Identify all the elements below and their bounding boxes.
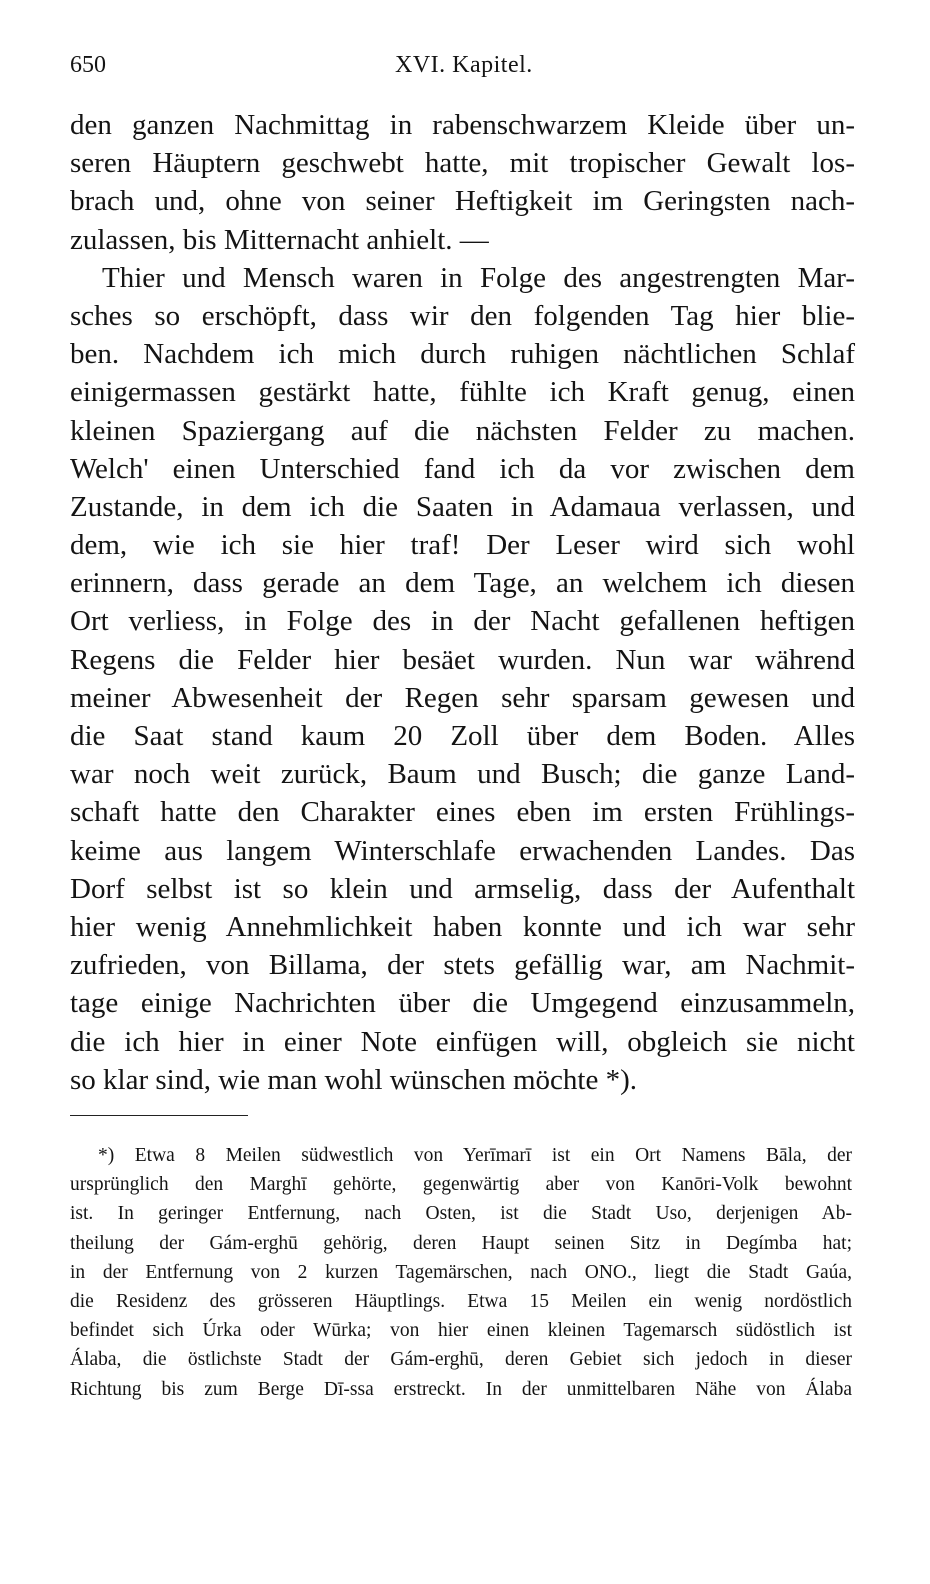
body-line: tage einige Nachrichten über die Umgegend einzusammeln, (70, 987, 855, 1020)
body-line: die Saat stand kaum 20 Zoll über dem Boden. Alles (70, 720, 855, 752)
body-line: die ich hier in einer Note einfügen will, obgleich sie nicht (70, 1025, 855, 1058)
body-line: ben. Nachdem ich mich durch ruhigen nächtlichen Schlaf (70, 338, 855, 371)
running-title: XVI. Kapitel. (395, 52, 533, 78)
body-line: den ganzen Nachmittag in rabenschwarzem Kleide über un- (70, 109, 855, 141)
body-line: sches so erschöpft, dass wir den folgenden Tag hier blie- (70, 299, 855, 332)
body-line: Zustande, in dem ich die Saaten in Adamaua verlassen, und (70, 490, 855, 523)
body-line: zulassen, bis Mitternacht anhielt. — (70, 223, 489, 256)
body-line: kleinen Spaziergang auf die nächsten Felder zu machen. (70, 414, 855, 447)
footnote-line: die Residenz des grösseren Häuptlings. Etwa 15 Meilen ein wenig nordöstlich (70, 1290, 852, 1312)
body-line: keime aus langem Winterschlafe erwachenden Landes. Das (70, 834, 855, 867)
page-number: 650 (70, 52, 106, 78)
body-line: einigermassen gestärkt hatte, fühlte ich Kraft genug, einen (70, 376, 855, 409)
body-line: erinnern, dass gerade an dem Tage, an welchem ich diesen (70, 567, 855, 600)
body-line: dem, wie ich sie hier traf! Der Leser wird sich wohl (70, 529, 855, 562)
body-line: Welch' einen Unterschied fand ich da vor zwischen dem (70, 452, 855, 485)
body-text (70, 106, 855, 1099)
footnote-line: *) Etwa 8 Meilen südwestlich von Yerīmarī ist ein Ort Namens Bāla, der (98, 1145, 852, 1166)
body-line: hier wenig Annehmlichkeit haben konnte und ich war sehr (70, 910, 855, 943)
footnote-line: in der Entfernung von 2 kurzen Tagemärschen, nach ONO., liegt die Stadt Gaúa, (70, 1261, 852, 1283)
page-header (70, 52, 850, 92)
body-line: Regens die Felder hier besäet wurden. Nun war während (70, 643, 855, 676)
body-line: war noch weit zurück, Baum und Busch; die ganze Land- (70, 758, 855, 791)
footnote-line: ursprünglich den Marghī gehörte, gegenwärtig aber von Kanōri-Volk bewohnt (70, 1174, 852, 1196)
footnote-line: Álaba, die östlichste Stadt der Gám-erghū, deren Gebiet sich jedoch in dieser (70, 1349, 852, 1371)
body-line: Thier und Mensch waren in Folge des angestrengten Mar- (102, 261, 855, 294)
body-line: Ort verliess, in Folge des in der Nacht gefallenen heftigen (70, 605, 855, 638)
body-line: brach und, ohne von seiner Heftigkeit im Geringsten nach- (70, 185, 855, 218)
footnote (70, 1141, 852, 1404)
footnote-line: Richtung bis zum Berge Dī-ssa erstreckt. In der unmittelbaren Nähe von Álaba (70, 1378, 852, 1400)
footnote-line: theilung der Gám-erghū gehörig, deren Haupt seinen Sitz in Degímba hat; (70, 1232, 852, 1254)
footnote-line: ist. In geringer Entfernung, nach Osten, ist die Stadt Uso, derjenigen Ab- (70, 1203, 852, 1225)
body-line: meiner Abwesenheit der Regen sehr sparsam gewesen und (70, 681, 855, 714)
body-line: so klar sind, wie man wohl wünschen möchte *). (70, 1063, 638, 1096)
body-line: Dorf selbst ist so klein und armselig, dass der Aufenthalt (70, 872, 855, 905)
footnote-line: befindet sich Úrka oder Wūrka; von hier einen kleinen Tagemarsch südöstlich ist (70, 1320, 852, 1342)
body-line: seren Häuptern geschwebt hatte, mit tropischer Gewalt los- (70, 147, 855, 180)
body-line: schaft hatte den Charakter eines eben im ersten Frühlings- (70, 796, 855, 829)
body-line: zufrieden, von Billama, der stets gefällig war, am Nachmit- (70, 949, 855, 982)
footnote-divider (70, 1115, 248, 1116)
